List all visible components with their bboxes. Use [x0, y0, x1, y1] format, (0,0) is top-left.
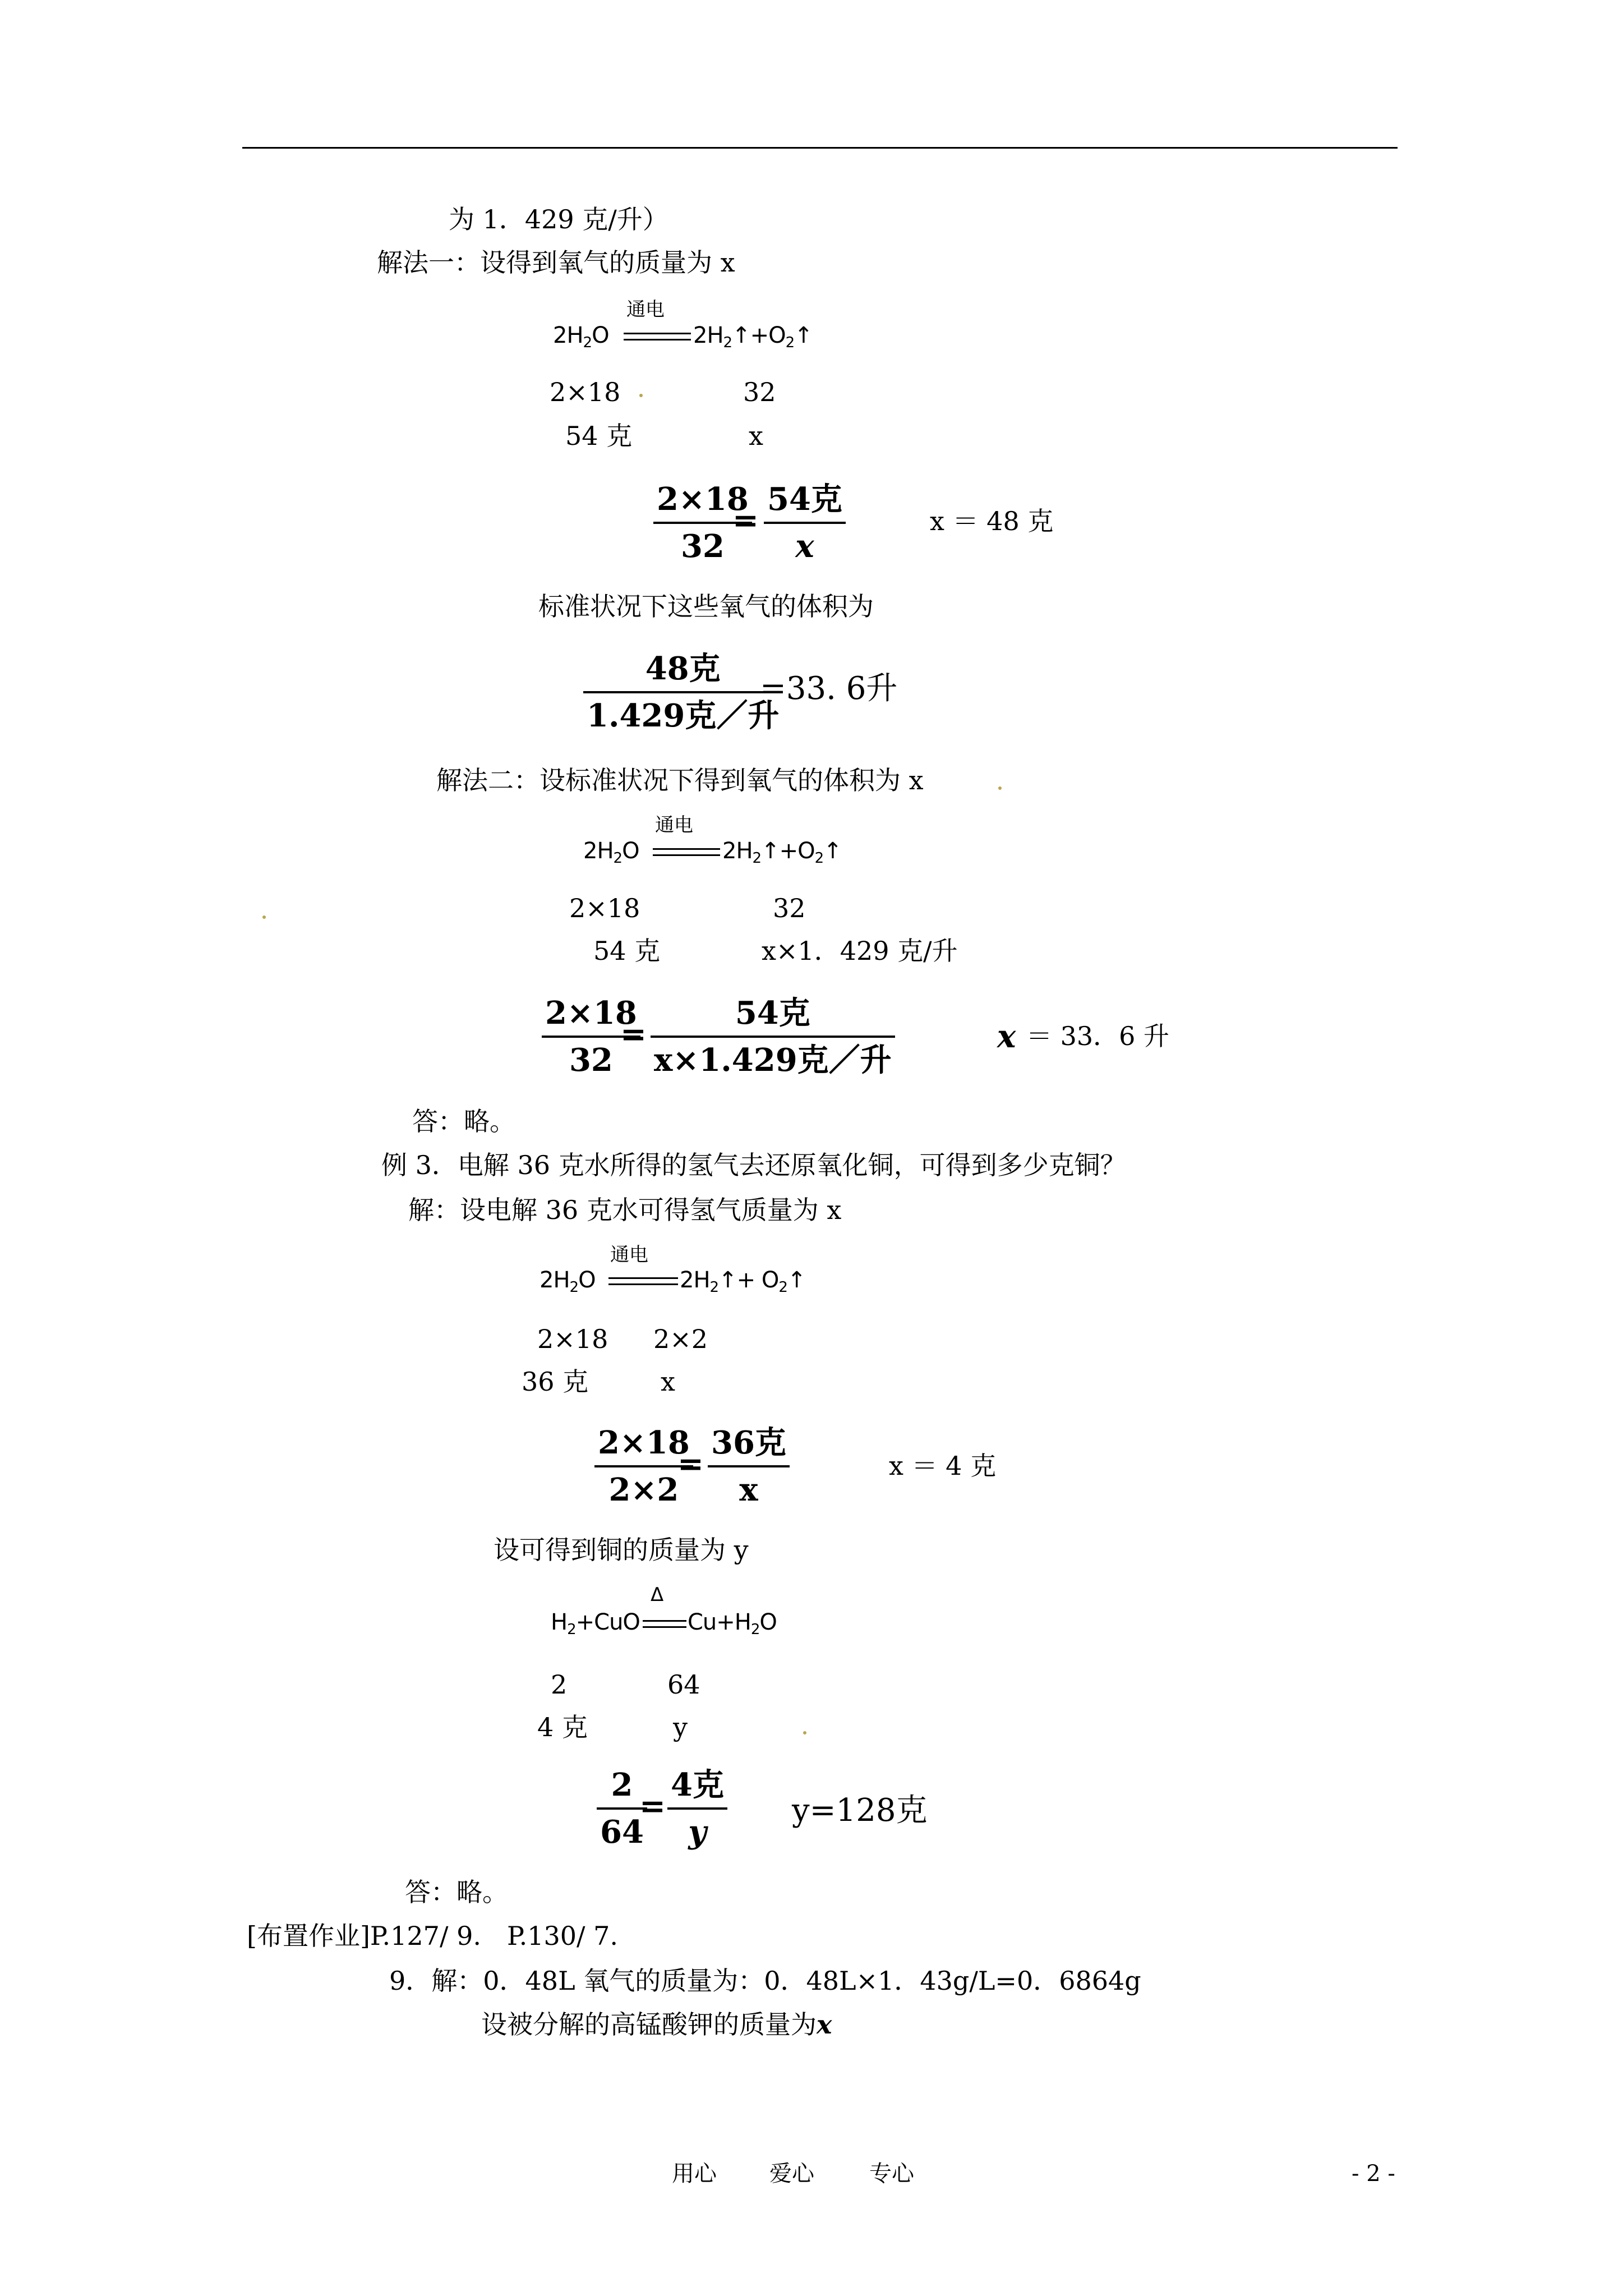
chemical-equation-products: $2H_2↑+O_2↑$	[722, 838, 842, 867]
ratio-label: 2×18	[550, 377, 621, 407]
chemical-equation: $2H_2O$	[553, 323, 609, 351]
equals-sign: =	[639, 1788, 666, 1825]
fraction: 54克 x	[764, 484, 846, 562]
header-rule	[242, 147, 1398, 149]
question: 例 3．电解 36 克水所得的氢气去还原氧化铜，可得到多少克铜？	[381, 1150, 1126, 1180]
result: y=128克	[792, 1792, 928, 1829]
result: x ＝ 4 克	[889, 1451, 997, 1481]
solution-line: 设被分解的高锰酸钾的质量为x	[481, 2009, 832, 2040]
result: ＝ 33．6 升	[1026, 1021, 1170, 1051]
result: x ＝ 48 克	[930, 506, 1054, 536]
mass-label: x×1．429 克/升	[762, 936, 958, 966]
method-two-intro: 解法二：设标准状况下得到氧气的体积为 x	[436, 765, 924, 795]
mass-label: x	[661, 1366, 675, 1397]
condition-label: Δ	[651, 1584, 664, 1606]
text-line: 为 1．429 克/升）	[449, 204, 668, 234]
volume-result: =33. 6升	[760, 670, 898, 707]
variable: x	[997, 1018, 1016, 1055]
mass-label: 36 克	[522, 1366, 589, 1397]
footer-text: 专心	[869, 2161, 914, 2187]
mass-label: 54 克	[565, 421, 633, 451]
ratio-label: 2×18	[569, 893, 640, 923]
chemical-equation-products: $Cu+H_2O$	[688, 1609, 777, 1638]
solution-intro: 解：设电解 36 克水可得氢气质量为 x	[408, 1195, 842, 1225]
equals-sign: =	[677, 1446, 704, 1483]
ratio-label: 2×18	[537, 1324, 608, 1354]
fraction: $\frac{2\times 18}{32}$	[542, 997, 640, 1076]
mass-label: 4 克	[537, 1712, 588, 1742]
equals-sign: =	[732, 502, 759, 539]
speck	[998, 786, 1002, 790]
fraction: 4克 y	[667, 1769, 727, 1848]
text-line: 标准状况下这些氧气的体积为	[538, 591, 874, 622]
condition-label: 通电	[626, 298, 665, 321]
mass-label: y	[673, 1712, 688, 1742]
speck	[639, 394, 643, 397]
chemical-equation-products: $2H_2↑+O_2↑$	[693, 323, 813, 351]
equals-sign	[643, 1620, 686, 1628]
ratio-label: 2×2	[653, 1324, 708, 1354]
chemical-equation: $2H_2O$	[583, 838, 639, 867]
method-one-intro: 解法一：设得到氧气的质量为 x	[377, 247, 735, 278]
fraction: $\frac{2\times 18}{32}$	[653, 484, 752, 562]
condition-label: 通电	[610, 1244, 648, 1266]
answer: 答：略。	[412, 1106, 515, 1137]
equals-sign	[624, 333, 691, 341]
footer-text: 用心	[672, 2161, 717, 2187]
homework: [布置作业]P.127/ 9. P.130/ 7.	[247, 1921, 619, 1951]
chemical-equation: $2H_2O$	[540, 1267, 596, 1296]
ratio-label: 2	[551, 1669, 568, 1700]
equals-sign	[653, 848, 720, 856]
page-number: - 2 -	[1352, 2161, 1395, 2187]
chemical-equation: $H_2+CuO$	[551, 1609, 640, 1638]
mass-label: 54 克	[593, 936, 661, 966]
equals-sign	[608, 1277, 678, 1285]
fraction: $\frac{2\times 18}{2\times 2}$	[594, 1427, 693, 1506]
footer-text: 爱心	[769, 2161, 814, 2187]
solution-line: 9．解：0．48L 氧气的质量为：0．48L×1．43g/L=0．6864g	[389, 1966, 1141, 1996]
ratio-label: 32	[773, 893, 806, 923]
mass-label: x	[749, 421, 763, 451]
equals-sign: =	[620, 1016, 647, 1053]
answer: 答：略。	[405, 1877, 508, 1907]
ratio-label: 64	[667, 1669, 700, 1700]
fraction: 54克 x×1.429克／升	[651, 997, 895, 1076]
fraction: 36克 x	[708, 1427, 790, 1506]
condition-label: 通电	[655, 814, 693, 836]
fraction: $\frac{2}{64}$	[597, 1769, 647, 1848]
speck	[262, 915, 266, 919]
ratio-label: 32	[743, 377, 776, 407]
fraction: 48克 1.429克／升	[583, 653, 782, 731]
text-line: 设可得到铜的质量为 y	[494, 1535, 749, 1565]
speck	[803, 1731, 806, 1734]
chemical-equation-products: $2H_2↑+$ $O_2↑$	[680, 1267, 806, 1296]
